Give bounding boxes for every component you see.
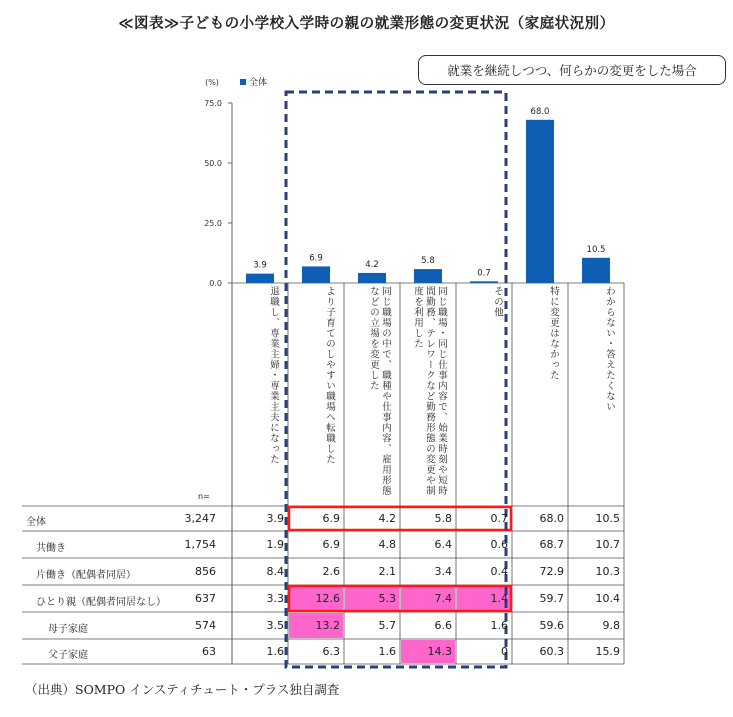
table-cell: 3.5 bbox=[266, 618, 284, 632]
bar bbox=[302, 266, 330, 283]
bar-value-label: 68.0 bbox=[530, 106, 550, 117]
table-cell: 6.9 bbox=[322, 511, 340, 525]
row-label: 全体 bbox=[26, 516, 46, 528]
row-n: 3,247 bbox=[184, 511, 216, 525]
table-cell: 1.6 bbox=[266, 644, 284, 658]
bar bbox=[246, 274, 274, 283]
row-label: 共働き bbox=[36, 542, 66, 554]
table-cell: 10.4 bbox=[595, 591, 620, 605]
bar bbox=[414, 269, 442, 283]
table-cell: 59.6 bbox=[539, 618, 564, 632]
table-cell: 1.6 bbox=[378, 644, 396, 658]
table-cell: 7.4 bbox=[434, 591, 452, 605]
bar-value-label: 6.9 bbox=[309, 253, 323, 264]
category-label: より子育てのしやすい職場へ転職した bbox=[324, 286, 335, 465]
bar bbox=[526, 120, 554, 283]
row-n: 574 bbox=[195, 618, 216, 632]
n-label: n= bbox=[198, 492, 210, 501]
y-tick-label: 0.0 bbox=[209, 279, 222, 288]
table-cell: 4.2 bbox=[378, 511, 396, 525]
unit-label: (%) bbox=[205, 78, 219, 87]
bar-value-label: 0.7 bbox=[477, 268, 491, 279]
category-label: その他 bbox=[492, 286, 503, 318]
bar-value-label: 4.2 bbox=[365, 259, 379, 270]
row-label: ひとり親（配偶者同居なし） bbox=[36, 596, 166, 608]
y-tick-label: 25.0 bbox=[204, 219, 222, 228]
table-cell: 12.6 bbox=[315, 591, 340, 605]
row-n: 856 bbox=[195, 564, 216, 578]
table-cell: 1.4 bbox=[490, 591, 508, 605]
source-note: （出典）SOMPO インスティチュート・プラス独自調査 bbox=[25, 682, 340, 697]
callout-box: 就業を継続しつつ、何らかの変更をした場合 bbox=[418, 55, 726, 85]
table-cell: 15.9 bbox=[595, 644, 620, 658]
table-cell: 3.4 bbox=[434, 564, 452, 578]
row-n: 637 bbox=[195, 591, 216, 605]
table-cell: 5.3 bbox=[378, 591, 396, 605]
table-cell: 10.5 bbox=[595, 511, 620, 525]
table-cell: 4.8 bbox=[378, 537, 396, 551]
bar-value-label: 3.9 bbox=[253, 260, 267, 271]
row-label: 片働き（配偶者同居） bbox=[36, 569, 136, 581]
category-label: わからない・答えたくない bbox=[604, 286, 615, 412]
table-cell: 6.6 bbox=[434, 618, 452, 632]
table-cell: 10.3 bbox=[595, 564, 620, 578]
bar bbox=[582, 258, 610, 283]
chart-title: ≪図表≫子どもの小学校入学時の親の就業形態の変更状況（家庭状況別） bbox=[118, 16, 615, 32]
table-cell: 60.3 bbox=[539, 644, 564, 658]
table-cell: 0.4 bbox=[490, 564, 508, 578]
y-tick-label: 75.0 bbox=[204, 99, 222, 108]
table-cell: 0 bbox=[501, 644, 508, 658]
row-label: 父子家庭 bbox=[48, 649, 88, 661]
row-n: 63 bbox=[202, 644, 216, 658]
bar bbox=[358, 273, 386, 283]
category-label: 特に変更はなかった bbox=[548, 286, 559, 381]
table-cell: 3.3 bbox=[266, 591, 284, 605]
table-cell: 1.6 bbox=[490, 618, 508, 632]
table-cell: 59.7 bbox=[539, 591, 564, 605]
row-n: 1,754 bbox=[184, 537, 216, 551]
y-tick-label: 50.0 bbox=[204, 159, 222, 168]
bar bbox=[470, 281, 498, 283]
legend-label: 全体 bbox=[249, 78, 268, 88]
table-cell: 14.3 bbox=[427, 644, 452, 658]
table-cell: 6.4 bbox=[434, 537, 452, 551]
table-cell: 72.9 bbox=[539, 564, 564, 578]
table-cell: 9.8 bbox=[602, 618, 620, 632]
table-cell: 5.8 bbox=[434, 511, 452, 525]
table-cell: 68.0 bbox=[539, 511, 564, 525]
table-cell: 0.6 bbox=[490, 537, 508, 551]
legend-swatch bbox=[240, 79, 246, 85]
table-cell: 13.2 bbox=[315, 618, 340, 632]
bar-value-label: 10.5 bbox=[586, 244, 606, 255]
table-cell: 2.6 bbox=[322, 564, 340, 578]
table-cell: 1.9 bbox=[266, 537, 284, 551]
category-label: 退職し、専業主婦・専業主夫になった bbox=[268, 286, 279, 465]
category-label: 同じ職場の中で、職種や仕事内容、雇用形態などの立場を変更した bbox=[368, 286, 391, 496]
table-cell: 8.4 bbox=[266, 564, 284, 578]
table-cell: 6.3 bbox=[322, 644, 340, 658]
row-label: 母子家庭 bbox=[48, 623, 88, 635]
table-cell: 68.7 bbox=[539, 537, 564, 551]
table-cell: 10.7 bbox=[595, 537, 620, 551]
category-label: 同じ職場・同じ仕事内容で、始業時刻や短時間勤務、テレワークなど勤務形態の変更や制度を利用した bbox=[412, 286, 447, 496]
table-cell: 0.7 bbox=[490, 511, 508, 525]
bar-value-label: 5.8 bbox=[421, 256, 435, 267]
table-cell: 3.9 bbox=[266, 511, 284, 525]
table-cell: 5.7 bbox=[378, 618, 396, 632]
table-cell: 2.1 bbox=[378, 564, 396, 578]
table-cell: 6.9 bbox=[322, 537, 340, 551]
